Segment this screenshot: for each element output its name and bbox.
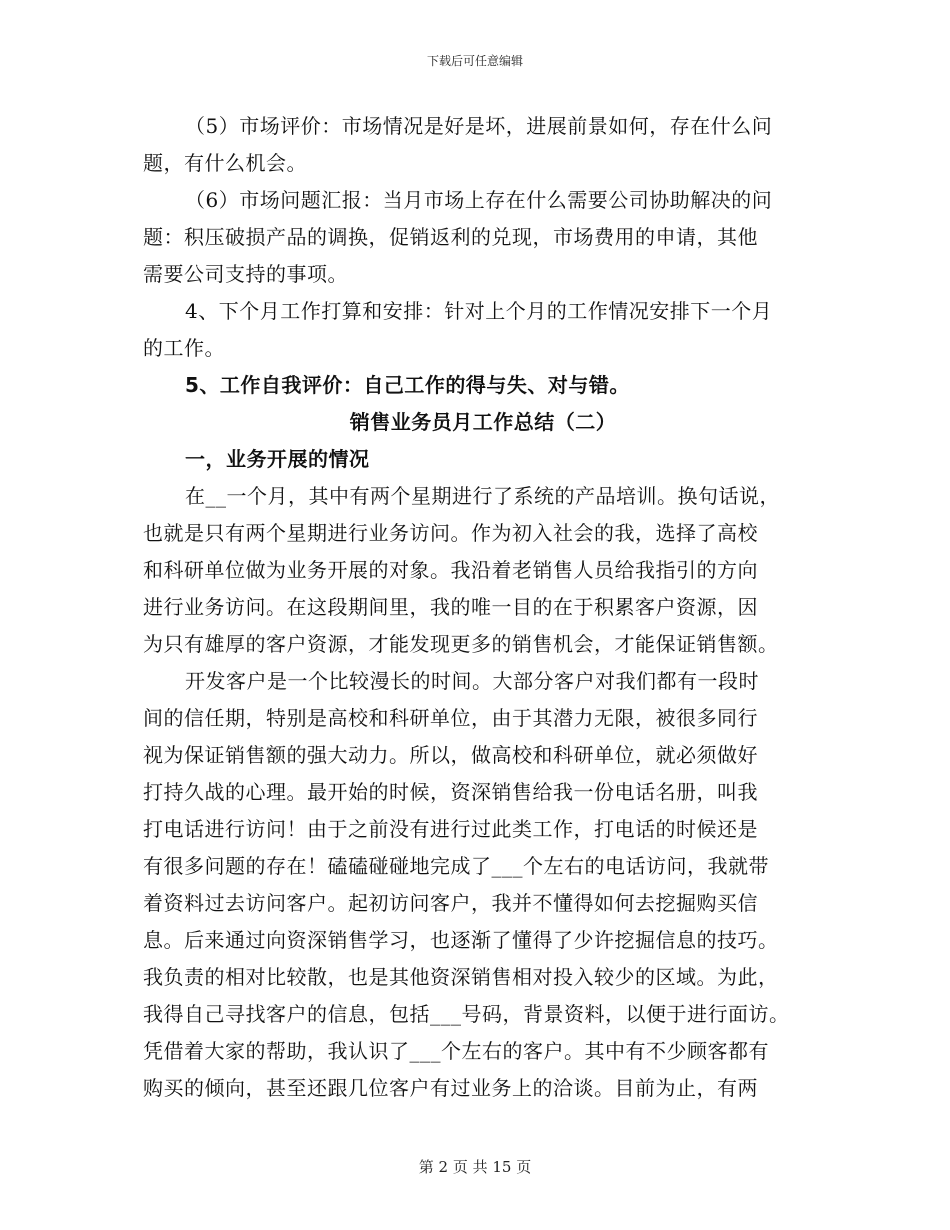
paragraph-line: 打电话进行访问！由于之前没有进行过此类工作，打电话的时候还是 (143, 817, 758, 841)
paragraph-line: 购买的倾向，甚至还跟几位客户有过业务上的洽谈。目前为止，有两 (143, 1076, 758, 1100)
paragraph-line: 需要公司支持的事项。 (143, 262, 348, 286)
paragraph-line: 题：积压破损产品的调换，促销返利的兑现，市场费用的申请，其他 (143, 225, 758, 249)
document-title: 销售业务员月工作总结（二） (349, 410, 617, 434)
section-heading: 一，业务开展的情况 (185, 447, 370, 471)
paragraph-line: 4、下个月工作打算和安排：针对上个月的工作情况安排下一个月 (185, 299, 773, 323)
paragraph-line: 视为保证销售额的强大动力。所以，做高校和科研单位，就必须做好 (143, 743, 758, 767)
paragraph-line: 的工作。 (143, 336, 225, 360)
paragraph-line: 间的信任期，特别是高校和科研单位，由于其潜力无限，被很多同行 (143, 706, 758, 730)
paragraph-line: 着资料过去访问客户。起初访问客户，我并不懂得如何去挖掘购买信 (143, 891, 758, 915)
paragraph-line: 有很多问题的存在！磕磕碰碰地完成了___个左右的电话访问，我就带 (143, 854, 769, 878)
section-heading: 5、工作自我评价：自己工作的得与失、对与错。 (185, 373, 630, 397)
paragraph-line: （6）市场问题汇报：当月市场上存在什么需要公司协助解决的问 (185, 188, 773, 212)
paragraph-line: 凭借着大家的帮助，我认识了___个左右的客户。其中有不少顾客都有 (143, 1039, 769, 1063)
page-header: 下载后可任意编辑 (426, 54, 523, 68)
paragraph-line: 题，有什么机会。 (143, 151, 307, 175)
paragraph-line: 息。后来通过向资深销售学习，也逐渐了懂得了少许挖掘信息的技巧。 (143, 928, 779, 952)
paragraph-line: 我得自己寻找客户的信息，包括___号码，背景资料，以便于进行面访。 (143, 1002, 790, 1026)
document-body (143, 108, 823, 1107)
paragraph-line: 开发客户是一个比较漫长的时间。大部分客户对我们都有一段时 (185, 669, 759, 693)
paragraph-line: 和科研单位做为业务开展的对象。我沿着老销售人员给我指引的方向 (143, 558, 758, 582)
page-footer: 第 2 页 共 15 页 (418, 1158, 532, 1176)
paragraph-line: 打持久战的心理。最开始的时候，资深销售给我一份电话名册，叫我 (143, 780, 758, 804)
paragraph-line: 进行业务访问。在这段期间里，我的唯一目的在于积累客户资源，因 (143, 595, 758, 619)
paragraph-line: 我负责的相对比较散，也是其他资深销售相对投入较少的区域。为此， (143, 965, 779, 989)
paragraph-line: 也就是只有两个星期进行业务访问。作为初入社会的我，选择了高校 (143, 521, 758, 545)
paragraph-line: （5）市场评价：市场情况是好是坏，进展前景如何，存在什么问 (185, 114, 773, 138)
paragraph-line: 在__一个月，其中有两个星期进行了系统的产品培训。换句话说， (185, 484, 780, 508)
paragraph-line: 为只有雄厚的客户资源，才能发现更多的销售机会，才能保证销售额。 (143, 632, 779, 656)
